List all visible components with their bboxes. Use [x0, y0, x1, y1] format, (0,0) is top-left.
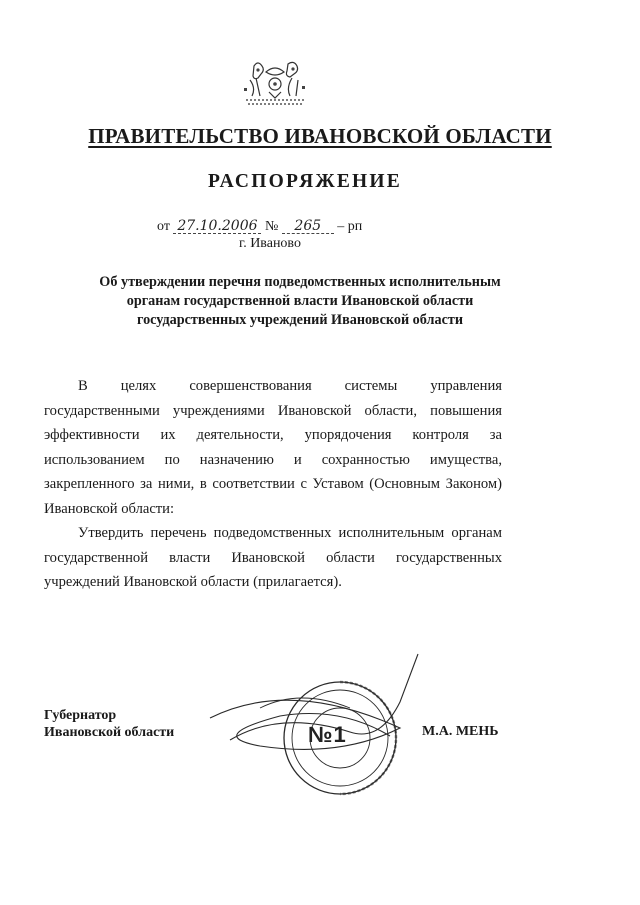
signatory-title	[44, 707, 174, 741]
number-label: №	[264, 219, 279, 234]
document-type-heading: РАСПОРЯЖЕНИЕ	[208, 171, 402, 192]
number-suffix: – рп	[337, 219, 363, 234]
body-paragraph: В целях совершенствования системы управления государственными учреждениями Ивановской области, повышения эффективности их деятельности, упорядочения контроля за использованием по назначению и сохранностью имущества, закрепленного за ними, в соответствии с Уставом (Основным Законом) Ивановской области:	[44, 378, 502, 517]
body-paragraph: Утвердить перечень подведомственных исполнительным органам государственной власти Ивановской области государственных учреждений Ивановской области (прилагается).	[44, 525, 502, 590]
document-subject	[40, 273, 560, 330]
subject-line: Об утверждении перечня подведомственных исполнительным	[99, 274, 501, 290]
government-title: ПРАВИТЕЛЬСТВО ИВАНОВСКОЙ ОБЛАСТИ	[88, 124, 552, 148]
coat-of-arms-icon	[236, 58, 314, 110]
signatory-region: Ивановской области	[44, 725, 175, 740]
stamp-number: №1	[308, 722, 347, 747]
signatory-position: Губернатор	[44, 708, 117, 723]
handwritten-date: 27.10.2006	[173, 219, 261, 234]
document-body	[44, 374, 502, 595]
subject-line: органам государственной власти Ивановской области	[126, 293, 474, 309]
city-line: г. Иваново	[239, 236, 301, 251]
signatory-name: М.А. МЕНЬ	[422, 724, 499, 739]
subject-line: государственных учреждений Ивановской области	[136, 312, 464, 328]
handwritten-number: 265	[282, 219, 334, 234]
registration-line	[157, 219, 362, 235]
from-label: от	[157, 219, 170, 234]
